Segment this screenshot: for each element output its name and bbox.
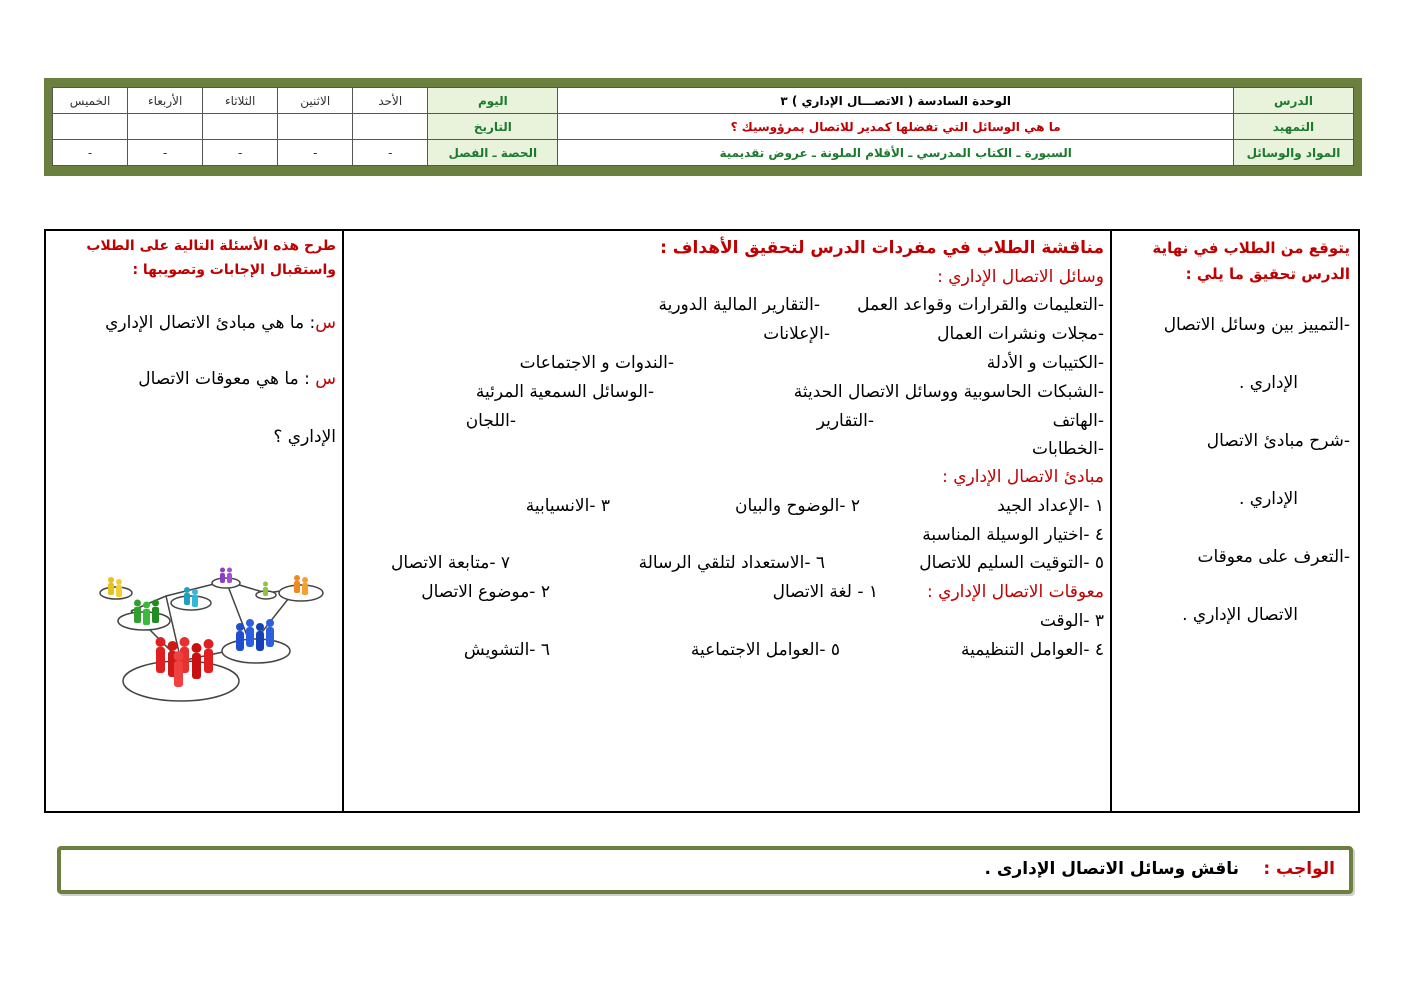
principle-item: ٦ -الاستعداد لتلقي الرسالة bbox=[638, 553, 825, 573]
means-item: -الإعلانات bbox=[763, 324, 830, 344]
questions-heading-1: طرح هذه الأسئلة التالية على الطلاب bbox=[86, 238, 336, 254]
objective-item: -التمييز بين وسائل الاتصال bbox=[1163, 315, 1350, 335]
question-marker: س bbox=[315, 313, 336, 333]
date-cell bbox=[128, 114, 203, 140]
day-tuesday: الثلاثاء bbox=[203, 88, 278, 114]
day-wednesday: الأربعاء bbox=[128, 88, 203, 114]
day-monday: الاثنين bbox=[278, 88, 353, 114]
people-lime-group bbox=[263, 582, 268, 597]
question-1-text: : ما هي مبادئ الاتصال الإداري bbox=[105, 313, 316, 333]
date-cell bbox=[353, 114, 428, 140]
means-item: -مجلات ونشرات العمال bbox=[937, 324, 1104, 344]
date-label: التاريخ bbox=[428, 114, 558, 140]
obstacle-item: ٢ -موضوع الاتصال bbox=[421, 582, 550, 602]
questions-column bbox=[46, 231, 342, 811]
intro-label: التمهيد bbox=[1233, 114, 1353, 140]
lesson-body-table bbox=[44, 229, 1360, 813]
principle-item: ٢ -الوضوح والبيان bbox=[735, 496, 860, 516]
intro-question: ما هي الوسائل التي تفضلها كمدير للاتصال بمرؤوسيك ؟ bbox=[558, 114, 1234, 140]
principles-title: مبادئ الاتصال الإداري : bbox=[942, 467, 1104, 487]
materials-text: السبورة ـ الكتاب المدرسي ـ الأقلام الملونة ـ عروض تقديمية bbox=[558, 140, 1234, 166]
objectives-heading-2: الدرس تحقيق ما يلي : bbox=[1185, 265, 1350, 283]
materials-label: المواد والوسائل bbox=[1233, 140, 1353, 166]
lesson-header-table bbox=[44, 78, 1362, 176]
question-marker: س bbox=[315, 369, 336, 389]
question-1 bbox=[105, 313, 336, 333]
principle-item: ١ -الإعداد الجيد bbox=[997, 496, 1104, 516]
means-item: -الكتيبات و الأدلة bbox=[986, 353, 1104, 373]
principle-item: ٥ -التوقيت السليم للاتصال bbox=[919, 553, 1104, 573]
homework-box bbox=[57, 846, 1353, 894]
network-people-illustration bbox=[86, 551, 326, 711]
means-title: وسائل الاتصال الإداري : bbox=[937, 267, 1104, 287]
period-cell: - bbox=[203, 140, 278, 166]
means-item: -الشبكات الحاسوبية ووسائل الاتصال الحديثة bbox=[793, 382, 1104, 402]
questions-heading-2: واستقبال الإجابات وتصويبها : bbox=[132, 262, 336, 278]
obstacle-item: ٥ -العوامل الاجتماعية bbox=[690, 640, 840, 660]
day-sunday: الأحد bbox=[353, 88, 428, 114]
question-2 bbox=[138, 369, 336, 389]
discussion-heading: مناقشة الطلاب في مفردات الدرس لتحقيق الأهداف : bbox=[660, 238, 1104, 258]
obstacle-item: ٤ -العوامل التنظيمية bbox=[961, 640, 1104, 660]
obstacle-item: ٦ -التشويش bbox=[463, 640, 550, 660]
date-cell bbox=[53, 114, 128, 140]
principle-item: ٣ -الانسيابية bbox=[525, 496, 610, 516]
means-item: -الهاتف bbox=[1052, 411, 1104, 431]
objective-item: الإداري . bbox=[1238, 489, 1298, 509]
objective-item: -التعرف على معوقات bbox=[1197, 547, 1350, 567]
means-item: -التقارير bbox=[816, 411, 874, 431]
lesson-label: الدرس bbox=[1233, 88, 1353, 114]
discussion-column bbox=[342, 231, 1110, 811]
lesson-title: الوحدة السادسة ( الاتصـــال الإداري ) ٣ bbox=[558, 88, 1234, 114]
means-item: -التقارير المالية الدورية bbox=[658, 295, 820, 315]
obstacle-item: ١ - لغة الاتصال bbox=[772, 582, 878, 602]
means-item: -اللجان bbox=[465, 411, 516, 431]
period-label: الحصة ـ الفصل bbox=[428, 140, 558, 166]
period-cell: - bbox=[53, 140, 128, 166]
day-label: اليوم bbox=[428, 88, 558, 114]
question-2-continued: الإداري ؟ bbox=[273, 427, 336, 447]
obstacles-title: معوقات الاتصال الإداري : bbox=[927, 582, 1104, 602]
obstacle-item: ٣ -الوقت bbox=[1039, 611, 1104, 631]
date-cell bbox=[203, 114, 278, 140]
objective-item: -شرح مبادئ الاتصال bbox=[1206, 431, 1350, 451]
means-item: -الوسائل السمعية المرئية bbox=[475, 382, 654, 402]
homework-label: الواجب : bbox=[1263, 859, 1335, 879]
principle-item: ٤ -اختيار الوسيلة المناسبة bbox=[922, 525, 1104, 545]
homework-text: ناقش وسائل الاتصال الإدارى . bbox=[984, 859, 1239, 879]
date-cell bbox=[278, 114, 353, 140]
question-2-text: : ما هي معوقات الاتصال bbox=[138, 369, 310, 389]
means-item: -الخطابات bbox=[1031, 439, 1104, 459]
objective-item: الإداري . bbox=[1238, 373, 1298, 393]
objectives-heading-1: يتوقع من الطلاب في نهاية bbox=[1152, 239, 1350, 257]
principle-item: ٧ -متابعة الاتصال bbox=[391, 553, 510, 573]
means-item: -الندوات و الاجتماعات bbox=[519, 353, 674, 373]
period-cell: - bbox=[128, 140, 203, 166]
objective-item: الاتصال الإداري . bbox=[1182, 605, 1298, 625]
means-item: -التعليمات والقرارات وقواعد العمل bbox=[857, 295, 1104, 315]
people-green-group bbox=[134, 600, 159, 626]
period-cell: - bbox=[278, 140, 353, 166]
day-thursday: الخميس bbox=[53, 88, 128, 114]
period-cell: - bbox=[353, 140, 428, 166]
objectives-column bbox=[1110, 231, 1358, 811]
